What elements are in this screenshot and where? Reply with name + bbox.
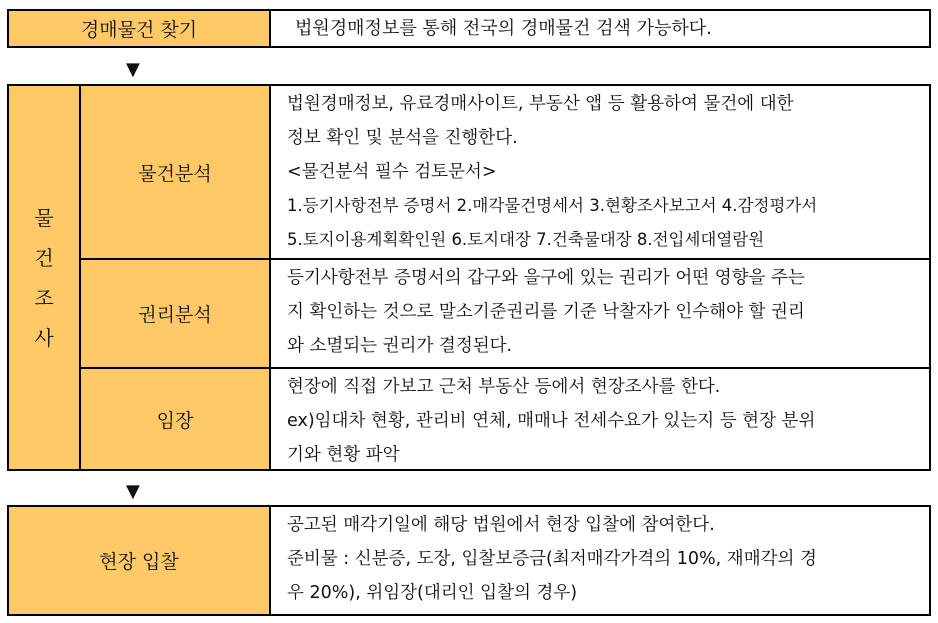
- title-char: 사: [34, 325, 54, 350]
- text-line: 준비물 : 신분증, 도장, 입찰보증금(최저매각가격의 10%, 재매각의 경: [287, 549, 817, 569]
- on-site-bid-text: [271, 507, 929, 614]
- down-arrow-1: ▼: [126, 59, 140, 80]
- title-char: 물: [34, 205, 54, 230]
- text-line: 법원경매정보, 유료경매사이트, 부동산 앱 등 활용하여 물건에 대한: [287, 94, 794, 114]
- site-visit-label: 임장: [81, 369, 269, 469]
- property-analysis-label: 물건분석: [81, 86, 269, 258]
- text-line: 지 확인하는 것으로 말소기준권리를 기준 낙찰자가 인수해야 할 권리: [287, 302, 805, 322]
- site-visit-text: [271, 369, 929, 469]
- text-line: 정보 확인 및 분석을 진행한다.: [287, 128, 518, 148]
- find-auction-text: 법원경매정보를 통해 전국의 경매물건 검색 가능하다.: [295, 18, 712, 39]
- rights-analysis-text: [271, 260, 929, 367]
- text-line: ex)임대차 현황, 관리비 연체, 매매나 전세수요가 있는지 등 현장 분위: [287, 411, 816, 431]
- investigation-title: [9, 86, 79, 469]
- text-line: 등기사항전부 증명서의 갑구와 을구에 있는 권리가 어떤 영향을 주는: [287, 268, 805, 288]
- text-line: 1.등기사항전부 증명서 2.매각물건명세서 3.현황조사보고서 4.감정평가서: [287, 196, 818, 215]
- text-line: 기와 현황 파악: [287, 445, 400, 465]
- find-auction-label: 경매물건 찾기: [9, 11, 269, 46]
- text-line: 와 소멸되는 권리가 결정된다.: [287, 336, 513, 356]
- property-analysis-text: [271, 86, 929, 258]
- on-site-bid-box: [7, 505, 931, 616]
- text-line: 현장에 직접 가보고 근처 부동산 등에서 현장조사를 한다.: [287, 377, 721, 397]
- find-auction-box: [7, 9, 931, 48]
- investigation-box: [7, 84, 931, 471]
- on-site-bid-label: 현장 입찰: [9, 507, 269, 614]
- down-arrow-2: ▼: [126, 481, 140, 502]
- text-line: 공고된 매각기일에 해당 법원에서 현장 입찰에 참여한다.: [287, 515, 715, 535]
- investigation-title-chars: [34, 198, 53, 358]
- title-char: 건: [34, 245, 54, 270]
- text-line: 우 20%), 위임장(대리인 입찰의 경우): [287, 583, 578, 603]
- rights-analysis-label: 권리분석: [81, 260, 269, 367]
- text-line: <물건분석 필수 검토문서>: [287, 162, 497, 182]
- title-char: 조: [34, 285, 54, 310]
- text-line: 5.토지이용계획확인원 6.토지대장 7.건축물대장 8.전입세대열람원: [287, 230, 765, 249]
